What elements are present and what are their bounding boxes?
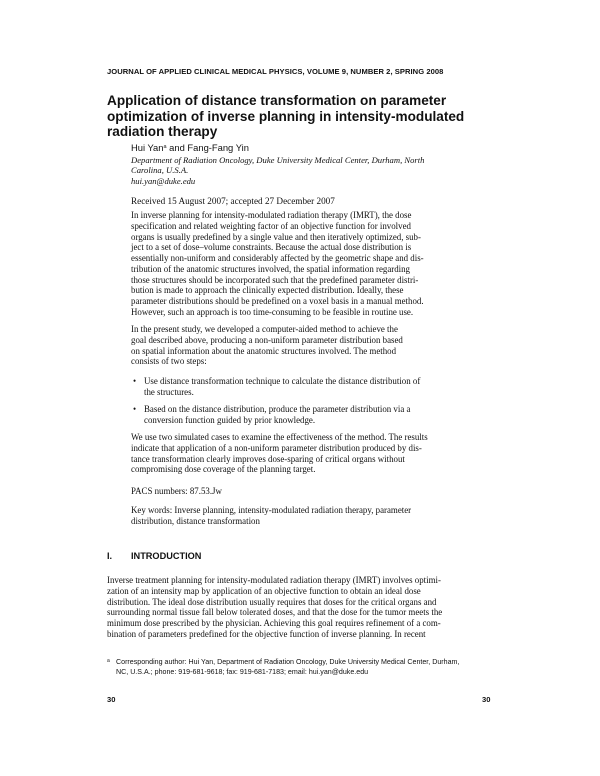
text-line: In inverse planning for intensity-modulated radiation therapy (IMRT), the dose [131,210,412,220]
text-line: the structures. [144,386,194,397]
text-line: distribution, distance transformation [131,515,260,526]
bullet-icon: • [133,376,137,386]
title-line: Application of distance transformation on parameter [107,93,447,108]
page-number-left: 30 [107,695,116,704]
footnote-mark: a [107,658,110,664]
journal-header: JOURNAL OF APPLIED CLINICAL MEDICAL PHYSICS, VOLUME 9, NUMBER 2, SPRING 2008 [107,67,444,76]
text-line: bution is made to approach the clinically expected distribution. Ideally, these [131,285,404,296]
article-title [107,93,497,140]
author-footnote-mark: a [163,144,167,150]
text-line: ject to a set of dose–volume constraints. Because the actual dose distribution is [131,242,412,253]
text-line: NC, U.S.A.; phone: 919-681-9618; fax: 919-681-7183; email: hui.yan@duke.edu [116,668,369,677]
bullet-text [144,376,420,398]
text-line: organs is usually predefined by a single value and then iteratively optimized, sub- [131,231,421,242]
text-line: tribution of the anatomic structures involved, the spatial information regarding [131,263,410,274]
author-name: and Fang-Fang Yin [166,142,249,153]
pacs-numbers [131,486,455,497]
text-line: goal described above, producing a non-uniform parameter distribution based [131,334,403,345]
author-list [131,142,249,153]
title-line: optimization of inverse planning in intensity-modulated [107,108,465,124]
received-date: Received 15 August 2007; accepted 27 December 2007 [131,196,335,206]
author-name: Hui Yan [131,142,164,153]
text-line: Use distance transformation technique to calculate the distance distribution of [144,376,421,386]
text-line: essentially non-uniform and considerably affected by the geometric shape and dis- [131,253,424,263]
text-line: zation of an intensity map by application of an objective function to obtain an ideal dose [107,585,421,596]
text-line: We use two simulated cases to examine the effectiveness of the method. The results [131,432,428,442]
text-line: Key words: Inverse planning, intensity-modulated radiation therapy, parameter [131,505,412,515]
text-line: Corresponding author: Hui Yan, Department of Radiation Oncology, Duke University Medical Center, Durham, [116,658,460,666]
text-line: specification and related weighting factor of an objective function for involved [131,220,411,231]
footnote-text [116,657,459,677]
section-title: INTRODUCTION [131,551,202,561]
keywords [131,505,455,527]
text-line: on spatial information about the anatomic structures involved. The method [131,345,397,356]
text-line: Inverse treatment planning for intensity-modulated radiation therapy (IMRT) involves optimi- [107,575,441,585]
author-email: hui.yan@duke.edu [131,175,196,186]
bullet-icon: • [133,404,137,414]
text-line: minimum dose prescribed by the physician. Achieving this goal requires refinement of a com- [107,618,441,628]
bullet-text [144,404,410,426]
text-line: Based on the distance distribution, produce the parameter distribution via a [144,404,411,414]
text-line: conversion function guided by prior knowledge. [144,414,316,425]
text-line: parameter distributions should be predefined on a voxel basis in a manual method. [131,296,424,306]
abstract-paragraph [131,432,455,475]
text-line: surrounding normal tissue fall below tolerated doses, and that the dose for the tumor meets the [107,607,443,618]
text-line: tance transformation clearly improves dose-sparing of critical organs without [131,453,405,464]
affiliation-line: Carolina, U.S.A. [131,165,189,176]
text-line: bination of parameters predefined for the objective function of inverse planning. In recent [107,628,426,639]
affiliation [131,155,461,186]
text-line: distribution. The ideal dose distribution usually requires that doses for the critical organs and [107,596,437,607]
text-line: consists of two steps: [131,356,207,367]
body-paragraph [107,575,497,640]
affiliation-line: Department of Radiation Oncology, Duke University Medical Center, Durham, North [131,155,425,165]
abstract-paragraph [131,324,455,367]
section-heading [107,551,201,561]
text-line: PACS numbers: 87.53.Jw [131,486,222,496]
text-line: In the present study, we developed a computer-aided method to achieve the [131,324,398,334]
text-line: However, such an approach is too time-consuming to be feasible in routine use. [131,306,414,317]
title-line: radiation therapy [107,124,218,140]
text-line: compromising dose coverage of the planning target. [131,464,316,475]
text-line: indicate that application of a non-uniform parameter distribution produced by dis- [131,442,422,453]
page-number-right: 30 [482,695,491,704]
section-number: I. [107,551,113,561]
text-line: those structures should be incorporated such that the predefined parameter distri- [131,274,419,285]
abstract-paragraph [131,210,455,318]
